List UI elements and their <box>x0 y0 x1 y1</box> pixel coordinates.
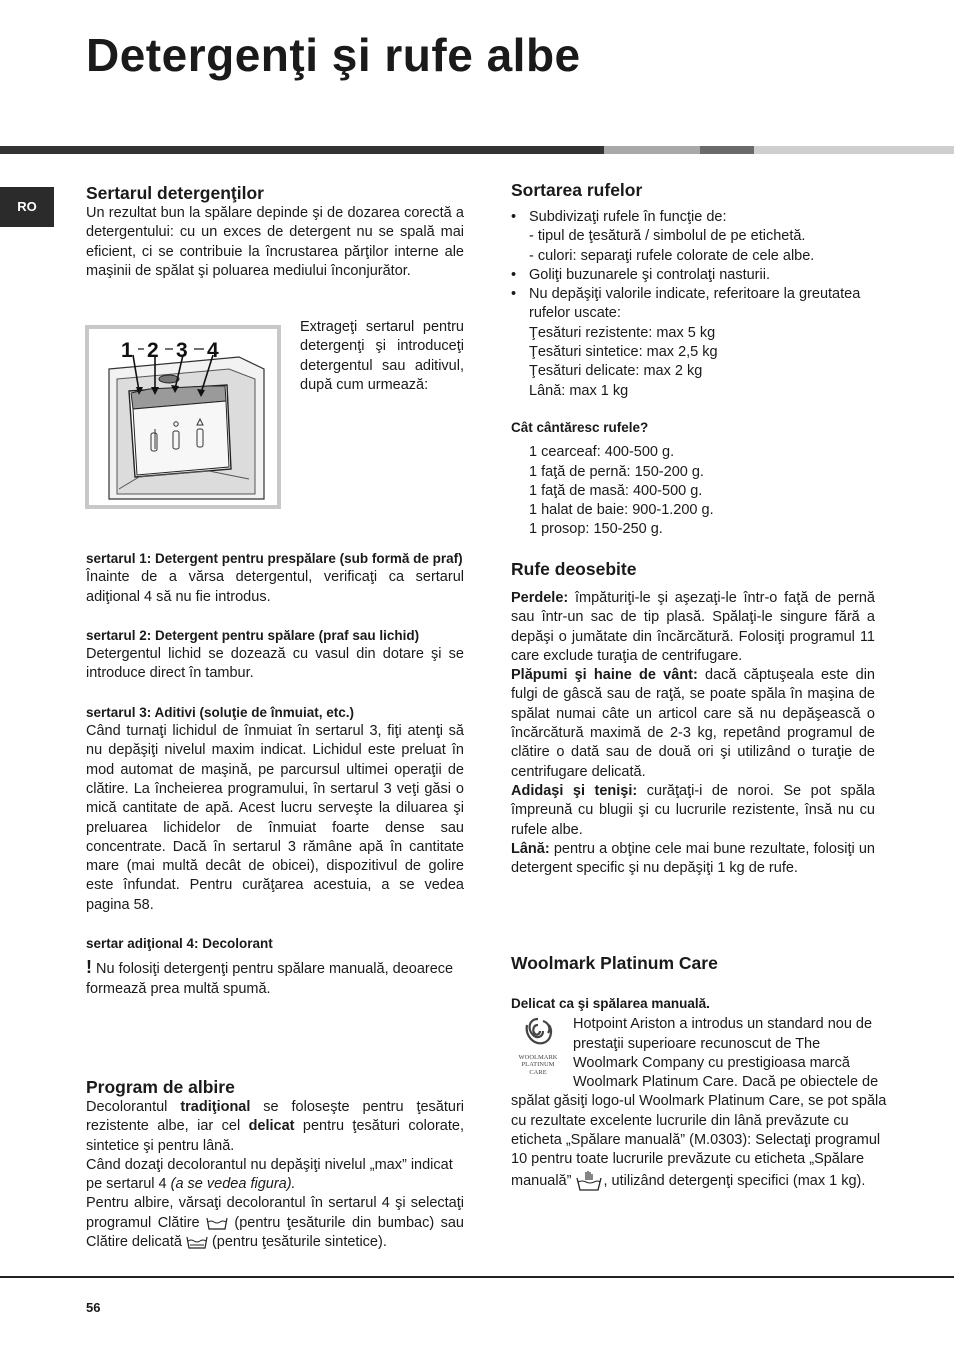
list-item: 1 prosop: 150-250 g. <box>529 521 663 538</box>
wool-text: Lână: pentru a obţine cele mai bune rezultate, folosiţi un detergent specific şi nu depăşiţi 1 kg de rufe. <box>511 840 875 877</box>
list-item: • Subdivizaţi rufele în funcţie de: - tipul de ţesătură / simbolul de pe etichetă. - culori: separaţi rufele colorate de cele albe. <box>511 208 875 266</box>
drawers-block <box>86 549 464 999</box>
drawer2-heading: sertarul 2: Detergent pentru spălare (praf sau lichid) <box>86 627 420 643</box>
figure-label: 4 <box>207 339 219 362</box>
weights-heading: Cât cântăresc rufele? <box>511 419 649 435</box>
language-tab: RO <box>0 187 54 227</box>
warning-mark: ! <box>86 957 92 978</box>
weights-list <box>511 443 875 539</box>
woolmark-block <box>511 952 889 1192</box>
woolmark-logo <box>511 1015 565 1075</box>
logo-text: CARE <box>529 1068 547 1076</box>
list-item: 1 faţă de masă: 400-500 g. <box>529 482 703 499</box>
drawer-intro-block <box>86 182 464 281</box>
header-rule <box>754 146 954 154</box>
bleach-p3: Pentru albire, vărsaţi decolorantul în sertarul 4 şi selectaţi programul Clătire (pentru ţesăturile din bumbac) sau Clătire delicată (pentru ţesăturile sintetice). <box>86 1195 464 1251</box>
woolmark-heading: Woolmark Platinum Care <box>511 953 718 973</box>
drawer1-text: Înainte de a vărsa detergentul, verificaţi ca sertarul adiţional 4 să nu fie introdus. <box>86 569 464 605</box>
drawer2-text: Detergentul lichid se dozează cu vasul din dotare şi se introduce direct în tambur. <box>86 646 464 682</box>
bleach-heading: Program de albire <box>86 1077 235 1097</box>
drawer-figure <box>85 325 281 509</box>
footer-rule <box>0 1276 954 1278</box>
sorting-list <box>511 208 875 401</box>
warning-note <box>86 958 464 999</box>
figure-label: 1 <box>121 339 133 362</box>
delicate-rinse-icon <box>186 1235 208 1249</box>
drawer-intro: Un rezultat bun la spălare depinde şi de dozarea corectă a detergentului: cu un exces de detergent nu se spală mai eficient, ci se contribuie la încrustarea părţilor interne ale maşinii de spălat şi poluarea mediului înconjurător. <box>86 205 464 279</box>
duvets-text: Plăpumi şi haine de vânt: dacă căptuşeala este din fulgi de gâscă sau de raţă, se poate spăla în maşina de spălat numai câte un articol care să nu depăşească o încărcătură maximă de 2-3 kg, repetând programul de clătire o dată sau de două ori şi utilizând o turaţie de centrifugare delicată. <box>511 667 875 780</box>
sneakers-text: Adidaşi şi tenişi: curăţaţi-i de noroi. Se pot spăla împreună cu blugii şi cu lucrurile rezistente, însă nu cu rufele albe. <box>511 782 875 838</box>
header-rule <box>0 146 604 154</box>
bleach-block <box>86 1076 464 1252</box>
rinse-icon <box>206 1216 228 1230</box>
woolmark-icon <box>521 1015 555 1047</box>
woolmark-text: Hotpoint Ariston a introdus un standard nou de prestaţii superioare recunoscut de The Woolmark Company cu prestigioasa marcă Woolmark Platinum Care. Dacă pe obiectele de spălat găsiţi logo-ul Woolmark Platinum Care, se pot spăla cu rezultate excelente lucrurile din lână prevăzute cu eticheta „Spălare manuală” (M.0303): Selectaţi programul 10 pentru toate lucrurile prevăzute cu eticheta „Spălare manuală” , utilizând detergenţi specifici (max 1 kg). <box>511 1015 889 1191</box>
drawer-heading: Sertarul detergenţilor <box>86 183 264 203</box>
list-item: 1 halat de baie: 900-1.200 g. <box>529 502 714 519</box>
drawer3-text: Când turnaţi lichidul de înmuiat în sertarul 3, fiţi atenţi să nu depăşiţi nivelul maxim indicat. Lichidul este preluat în mod automat de maşină, pe parcursul ultimei operaţii de clătire. La încheierea programului, în sertarul 3 veţi găsi o mică cantitate de apă. Acest lucru serveşte la diluarea şi preluarea lichidelor de înmuiat foarte dense sau concentrate. Dacă în sertarul 3 rămâne apă în cantitate mare (mai multă decât de obicei), dispozitivul de golire este înfundat. Pentru curăţarea acestuia, a se vedea pagina 58. <box>86 723 464 913</box>
special-block <box>511 558 875 878</box>
figure-caption: Extrageţi sertarul pentru detergenţi şi introduceţi detergentul sau aditivul, după cum urmează: <box>300 319 464 393</box>
figure-label: 3 <box>176 339 188 362</box>
drawer3-heading: sertarul 3: Aditivi (soluţie de înmuiat, etc.) <box>86 704 355 720</box>
sorting-block <box>511 179 875 540</box>
bleach-p2: Când dozaţi decolorantul nu depăşiţi nivelul „max” indicat pe sertarul 4 (a se vedea figura). <box>86 1156 453 1193</box>
figure-caption-block <box>300 318 464 395</box>
list-item: • Nu depăşiţi valorile indicate, referitoare la greutatea rufelor uscate: Ţesături rezistente: max 5 kg Ţesături sintetice: max 2,5 kg Ţesături delicate: max 2 kg Lână: max 1 kg <box>511 285 875 401</box>
list-item: • Goliţi buzunarele şi controlaţi nasturii. <box>511 266 875 285</box>
list-item: 1 cearceaf: 400-500 g. <box>529 444 675 461</box>
warning-text: Nu folosiţi detergenţi pentru spălare manuală, deoarece formează prea multă spumă. <box>86 961 454 997</box>
woolmark-subheading: Delicat ca şi spălarea manuală. <box>511 996 710 1011</box>
detergent-drawer-illustration <box>89 329 277 505</box>
drawer1-heading: sertarul 1: Detergent pentru prespălare (sub formă de praf) <box>86 551 463 566</box>
logo-text: PLATINUM <box>521 1061 555 1069</box>
page-title: Detergenţi şi rufe albe <box>86 29 581 81</box>
page-number: 56 <box>86 1300 101 1315</box>
hand-wash-icon <box>575 1170 603 1192</box>
drawer4-heading: sertar adiţional 4: Decolorant <box>86 936 273 952</box>
bleach-p1: Decolorantul tradiţional se foloseşte pentru ţesături rezistente albe, iar cel delicat pentru ţesături colorate, sintetice şi pentru lână. <box>86 1099 464 1154</box>
curtains-text: Perdele: împăturiţi-le şi aşezaţi-le într-o faţă de pernă sau într-un sac de tip plasă. Spălaţi-le singure fără a depăşi o jumătate din încărcătură. Folosiţi programul 11 care exclude turaţia de centrifugare. <box>511 590 875 664</box>
sorting-heading: Sortarea rufelor <box>511 180 643 200</box>
logo-text: WOOLMARK <box>518 1053 558 1061</box>
figure-label: 2 <box>147 339 159 362</box>
header-rule <box>700 146 754 154</box>
special-heading: Rufe deosebite <box>511 559 637 579</box>
header-rule <box>604 146 700 154</box>
list-item: 1 faţă de pernă: 150-200 g. <box>529 463 704 480</box>
